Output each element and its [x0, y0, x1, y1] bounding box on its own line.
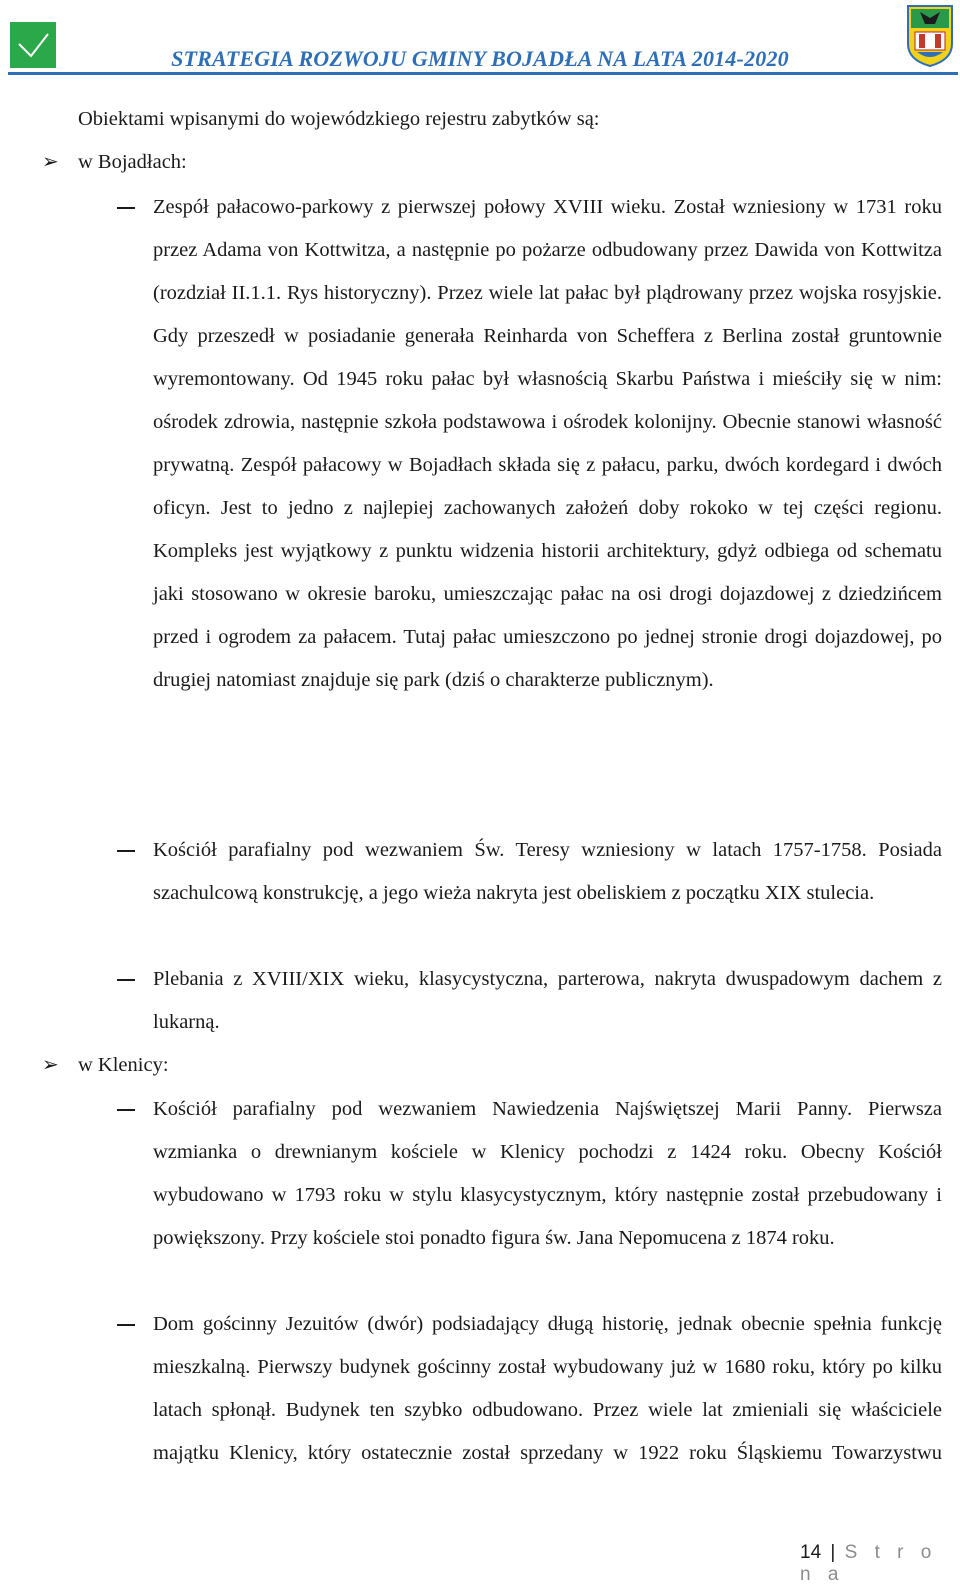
page-header-title: STRATEGIA ROZWOJU GMINY BOJADŁA NA LATA 2014-2020: [171, 46, 789, 71]
section-label: w Klenicy:: [78, 1054, 169, 1076]
dash-bullet-icon: [117, 1109, 135, 1111]
header-divider: [8, 72, 958, 75]
page-number: 14: [800, 1542, 822, 1563]
list-item-text: Kościół parafialny pod wezwaniem Nawiedzenia Najświętszej Marii Panny. Pierwsza wzmianka o drewnianym kościele w Klenicy pochodzi z 1424 roku. Obecny Kościół wybudowano w 1793 roku w stylu klasycystycznym, który następnie został przebudowany i powiększony. Przy kościele stoi ponadto figura św. Jana Nepomucena z 1874 roku.: [153, 1098, 942, 1249]
list-item-text: Zespół pałacowo-parkowy z pierwszej połowy XVIII wieku. Został wzniesiony w 1731 roku przez Adama von Kottwitza, a następnie po pożarze odbudowany przez Dawida von Kottwitza (rozdział II.1.1. Rys historyczny). Przez wiele lat pałac był plądrowany przez wojska rosyjskie. Gdy przeszedł w posiadanie generała Reinharda von Scheffera z Berlina został gruntownie wyremontowany. Od 1945 roku pałac był własnością Skarbu Państwa i mieściły się w nim: ośrodek zdrowia, następnie szkoła podstawowa i ośrodek kolonijny. Obecnie stanowi własność prywatną. Zespół pałacowy w Bojadłach składa się z pałacu, parku, dwóch kordegard i dwóch oficyn. Jest to jedno z najlepiej zachowanych założeń doby rokoko w tej części regionu. Kompleks jest wyjątkowy z punktu widzenia historii architektury, gdyż odbiega od schematu jaki stosowano w okresie baroku, umieszczając pałac na osi drogi dojazdowej z dziedzińcem przed i ogrodem za pałacem. Tutaj pałac umieszczono po jednej stronie drogi dojazdowej, po drugiej natomiast znajduje się park (dziś o charakterze publicznym).: [153, 196, 942, 691]
list-item-text: Dom gościnny Jezuitów (dwór) podsiadający długą historię, jednak obecnie spełnia funkcję mieszkalną. Pierwszy budynek gościnny został wybudowany już w 1680 roku, który po kilku latach spłonął. Budynek ten szybko odbudowano. Przez wiele lat zmieniali się właściciele majątku Klenicy, który ostatecznie został sprzedany w 1922 roku Śląskiemu Towarzystwu: [153, 1313, 942, 1464]
intro-paragraph: Obiektami wpisanymi do wojewódzkiego rejestru zabytków są:: [78, 108, 600, 130]
page-label: S t r o n a: [800, 1542, 938, 1585]
section-label: w Bojadłach:: [78, 151, 187, 173]
list-item-text: Plebania z XVIII/XIX wieku, klasycystyczna, parterowa, nakryta dwuspadowym dachem z lukarną.: [153, 968, 942, 1033]
page-footer: [800, 1542, 960, 1586]
list-item-text: Kościół parafialny pod wezwaniem Św. Teresy wzniesiony w latach 1757-1758. Posiada szachulcową konstrukcję, a jego wieża nakryta jest obeliskiem z początku XIX stulecia.: [153, 839, 942, 904]
dash-bullet-icon: [117, 850, 135, 852]
arrow-bullet-icon: ➢: [42, 1054, 59, 1076]
dash-bullet-icon: [117, 207, 135, 209]
arrow-bullet-icon: ➢: [42, 151, 59, 173]
dash-bullet-icon: [117, 979, 135, 981]
municipal-crest-icon: [905, 4, 955, 68]
dash-bullet-icon: [117, 1324, 135, 1326]
footer-separator: |: [830, 1542, 836, 1563]
